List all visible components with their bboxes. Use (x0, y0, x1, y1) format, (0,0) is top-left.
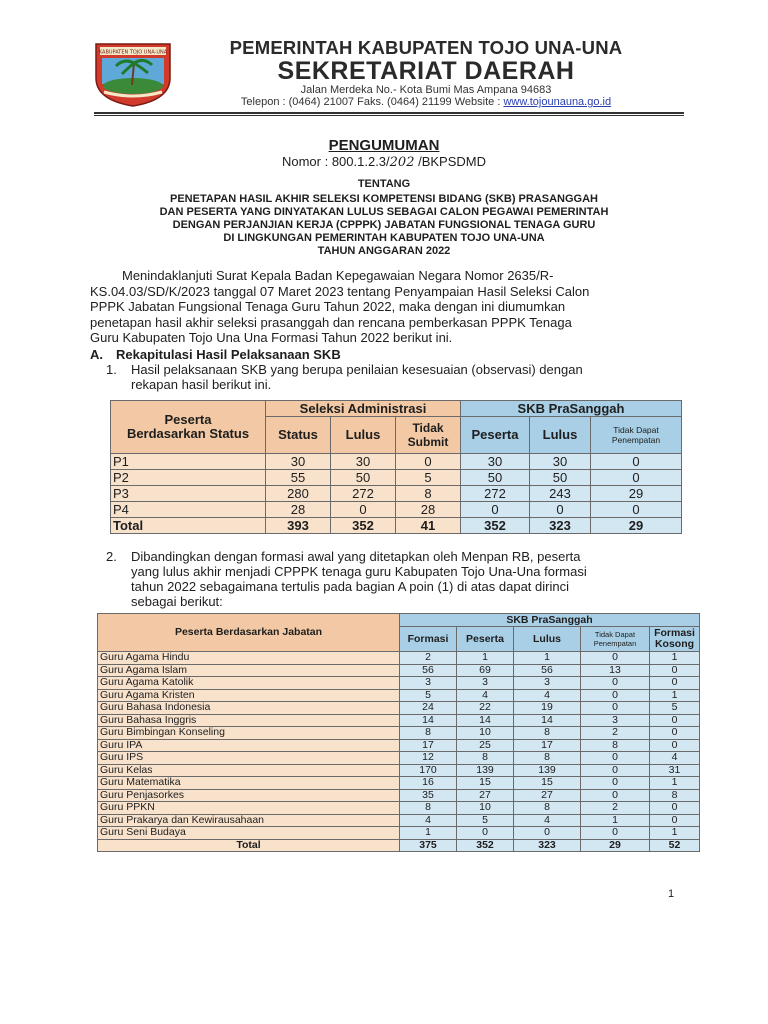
intro-line: KS.04.03/SD/K/2023 tanggal 07 Maret 2023 tentang Penyampaian Hasil Seleksi Calon (90, 283, 590, 299)
cell: 4 (650, 752, 700, 765)
col-tidak-dapat-penempatan: Tidak Dapat Penempatan (581, 627, 650, 652)
item2-line: yang lulus akhir menjadi CPPPK tenaga guru Kabupaten Tojo Una-Una formasi (131, 564, 587, 579)
item2-line: Dibandingkan dengan formasi awal yang ditetapkan oleh Menpan RB, peserta (131, 549, 581, 564)
cell: 50 (530, 470, 591, 486)
table-row (98, 777, 700, 790)
cell: 272 (461, 486, 530, 502)
cell: 8 (514, 752, 581, 765)
cell: 14 (514, 714, 581, 727)
row-label: Guru Bimbingan Konseling (98, 727, 400, 740)
cell: 52 (650, 839, 700, 852)
table-row (98, 789, 700, 802)
row-label: Guru Agama Hindu (98, 652, 400, 665)
header-skb-prasanggah: SKB PraSanggah (461, 401, 682, 417)
intro-line: Menindaklanjuti Surat Kepala Badan Kepegawaian Negara Nomor 2635/R- (122, 268, 554, 283)
section-a-marker: A. (90, 347, 103, 362)
letterhead-contact (176, 96, 676, 108)
row-label: Guru IPA (98, 739, 400, 752)
cell: 29 (591, 486, 682, 502)
total-label: Total (111, 518, 266, 534)
table-row (98, 739, 700, 752)
item1-text (131, 362, 583, 392)
row-label: Guru Agama Katolik (98, 677, 400, 690)
cell: 0 (650, 664, 700, 677)
cell: 69 (457, 664, 514, 677)
cell: 17 (514, 739, 581, 752)
cell: 29 (591, 518, 682, 534)
number-prefix: Nomor : 800.1.2.3/ (281, 154, 390, 169)
cell: 272 (331, 486, 396, 502)
cell: 8 (396, 486, 461, 502)
cell: 5 (400, 689, 457, 702)
table-row (98, 652, 700, 665)
cell: 0 (581, 677, 650, 690)
row-label: Guru Prakarya dan Kewirausahaan (98, 814, 400, 827)
cell: 2 (581, 727, 650, 740)
col-tidak-dapat-penempatan: Tidak Dapat Penempatan (591, 417, 682, 454)
row-label: Guru Agama Islam (98, 664, 400, 677)
row-label: Guru Matematika (98, 777, 400, 790)
cell: 17 (400, 739, 457, 752)
table-row (98, 677, 700, 690)
cell: 0 (650, 814, 700, 827)
cell: 1 (457, 652, 514, 665)
cell: 12 (400, 752, 457, 765)
position-detail-table (97, 613, 700, 852)
cell: 3 (514, 677, 581, 690)
letterhead-address: Jalan Merdeka No.- Kota Bumi Mas Ampana 94683 (300, 84, 552, 96)
item1-line: Hasil pelaksanaan SKB yang berupa penilaian kesesuaian (observasi) dengan (131, 362, 583, 377)
cell: 30 (461, 454, 530, 470)
cell: 3 (457, 677, 514, 690)
cell: 0 (581, 789, 650, 802)
cell: 0 (650, 727, 700, 740)
table-row (111, 502, 682, 518)
cell: 1 (650, 827, 700, 840)
cell: 0 (581, 764, 650, 777)
cell: 243 (530, 486, 591, 502)
table-row (98, 814, 700, 827)
col-lulus-skb: Lulus (530, 417, 591, 454)
cell: 30 (331, 454, 396, 470)
cell: 0 (581, 827, 650, 840)
cell: 1 (650, 777, 700, 790)
subject-line: TAHUN ANGGARAN 2022 (317, 245, 451, 257)
subject-line: DAN PESERTA YANG DINYATAKAN LULUS SEBAGAI CALON PEGAWAI PEMERINTAH (159, 206, 609, 218)
cell: 1 (650, 689, 700, 702)
number-handwritten: 202 (389, 155, 415, 170)
letterhead-rule-thin (94, 115, 684, 116)
cell: 14 (457, 714, 514, 727)
cell: 4 (514, 814, 581, 827)
cell: 375 (400, 839, 457, 852)
cell: 1 (514, 652, 581, 665)
cell: 24 (400, 702, 457, 715)
col-formasi-kosong: Formasi Kosong (650, 627, 700, 652)
cell: 352 (461, 518, 530, 534)
col-lulus: Lulus (331, 417, 396, 454)
cell: 4 (457, 689, 514, 702)
col-peserta: Peserta (457, 627, 514, 652)
cell: 29 (581, 839, 650, 852)
row-label: P1 (111, 454, 266, 470)
announcement-number (60, 154, 708, 170)
row-label: P2 (111, 470, 266, 486)
col-status: Status (266, 417, 331, 454)
cell: 13 (581, 664, 650, 677)
row-label: Guru Penjasorkes (98, 789, 400, 802)
cell: 323 (514, 839, 581, 852)
table-row (111, 470, 682, 486)
cell: 8 (400, 727, 457, 740)
cell: 25 (457, 739, 514, 752)
cell: 4 (514, 689, 581, 702)
item2-text (131, 549, 681, 609)
cell: 0 (650, 677, 700, 690)
subject-line: DENGAN PERJANJIAN KERJA (CPPPK) JABATAN FUNGSIONAL TENAGA GURU (172, 219, 596, 231)
header-peserta-jabatan: Peserta Berdasarkan Jabatan (98, 614, 400, 652)
header-peserta-status: Peserta Berdasarkan Status (111, 401, 266, 454)
cell: 30 (266, 454, 331, 470)
cell: 5 (457, 814, 514, 827)
cell: 2 (581, 802, 650, 815)
row-label: Guru PPKN (98, 802, 400, 815)
cell: 5 (396, 470, 461, 486)
cell: 16 (400, 777, 457, 790)
col-lulus: Lulus (514, 627, 581, 652)
intro-line: penetapan hasil akhir seleksi prasanggah dan rencana pemberkasan PPPK Tenaga (90, 314, 572, 330)
website-link[interactable]: www.tojounauna.go.id (503, 96, 612, 108)
cell: 0 (581, 689, 650, 702)
cell: 41 (396, 518, 461, 534)
cell: 15 (457, 777, 514, 790)
cell: 0 (650, 802, 700, 815)
cell: 0 (591, 502, 682, 518)
cell: 1 (650, 652, 700, 665)
table-row (111, 486, 682, 502)
table-row (98, 727, 700, 740)
regency-logo (92, 38, 174, 108)
table-row (98, 689, 700, 702)
logo-lettering: KABUPATEN TOJO UNA-UNA (98, 49, 168, 56)
cell: 30 (530, 454, 591, 470)
cell: 352 (331, 518, 396, 534)
row-label: P4 (111, 502, 266, 518)
cell: 55 (266, 470, 331, 486)
col-tidak-submit: Tidak Submit (396, 417, 461, 454)
cell: 0 (457, 827, 514, 840)
row-label: P3 (111, 486, 266, 502)
announcement-heading: PENGUMUMAN (328, 137, 440, 154)
cell: 22 (457, 702, 514, 715)
subject-line: PENETAPAN HASIL AKHIR SELEKSI KOMPETENSI BIDANG (SKB) PRASANGGAH (169, 193, 598, 205)
cell: 0 (530, 502, 591, 518)
header-skb-prasanggah: SKB PraSanggah (400, 614, 700, 627)
intro-paragraph (90, 268, 680, 346)
table-row (98, 827, 700, 840)
col-peserta: Peserta (461, 417, 530, 454)
cell: 8 (650, 789, 700, 802)
cell: 0 (581, 702, 650, 715)
cell: 50 (331, 470, 396, 486)
cell: 0 (591, 470, 682, 486)
cell: 8 (514, 727, 581, 740)
table-row (98, 702, 700, 715)
cell: 35 (400, 789, 457, 802)
cell: 0 (581, 777, 650, 790)
cell: 0 (514, 827, 581, 840)
cell: 139 (514, 764, 581, 777)
cell: 3 (400, 677, 457, 690)
cell: 0 (650, 739, 700, 752)
table-row (98, 664, 700, 677)
cell: 2 (400, 652, 457, 665)
row-label: Guru Seni Budaya (98, 827, 400, 840)
cell: 5 (650, 702, 700, 715)
row-label: Guru IPS (98, 752, 400, 765)
cell: 10 (457, 802, 514, 815)
status-summary-table (110, 400, 682, 534)
cell: 3 (581, 714, 650, 727)
cell: 19 (514, 702, 581, 715)
row-label: Guru Kelas (98, 764, 400, 777)
table-total-row (98, 839, 700, 852)
row-label: Guru Bahasa Inggris (98, 714, 400, 727)
total-label: Total (98, 839, 400, 852)
page-number: 1 (668, 888, 675, 900)
cell: 10 (457, 727, 514, 740)
letterhead-rule (94, 112, 684, 114)
table-row (98, 714, 700, 727)
cell: 8 (581, 739, 650, 752)
item1-line: rekapan hasil berikut ini. (131, 377, 272, 392)
cell: 15 (514, 777, 581, 790)
cell: 50 (461, 470, 530, 486)
subject-line: DI LINGKUNGAN PEMERINTAH KABUPATEN TOJO UNA-UNA (223, 232, 545, 244)
item2-line: tahun 2022 sebagaimana tertulis pada bagian A poin (1) di atas dapat dirinci (131, 579, 569, 594)
cell: 0 (396, 454, 461, 470)
cell: 27 (457, 789, 514, 802)
letterhead-secretariat: SEKRETARIAT DAERAH (277, 57, 575, 85)
table-row (98, 752, 700, 765)
cell: 28 (396, 502, 461, 518)
cell: 8 (400, 802, 457, 815)
cell: 1 (581, 814, 650, 827)
cell: 0 (331, 502, 396, 518)
cell: 8 (514, 802, 581, 815)
cell: 4 (400, 814, 457, 827)
cell: 0 (591, 454, 682, 470)
cell: 0 (581, 752, 650, 765)
table-total-row (111, 518, 682, 534)
cell: 170 (400, 764, 457, 777)
cell: 28 (266, 502, 331, 518)
table-row (98, 764, 700, 777)
intro-line: PPPK Jabatan Fungsional Tenaga Guru Tahun 2022, maka dengan ini diumumkan (90, 299, 566, 314)
cell: 280 (266, 486, 331, 502)
table-row (98, 802, 700, 815)
cell: 139 (457, 764, 514, 777)
cell: 14 (400, 714, 457, 727)
row-label: Guru Agama Kristen (98, 689, 400, 702)
cell: 56 (514, 664, 581, 677)
tentang-label: TENTANG (357, 178, 411, 190)
row-label: Guru Bahasa Indonesia (98, 702, 400, 715)
item2-line: sebagai berikut: (131, 594, 223, 609)
section-a-title: Rekapitulasi Hasil Pelaksanaan SKB (116, 347, 341, 362)
item1-number: 1. (106, 362, 117, 377)
cell: 393 (266, 518, 331, 534)
cell: 0 (650, 714, 700, 727)
header-seleksi-administrasi: Seleksi Administrasi (266, 401, 461, 417)
number-suffix: /BKPSDMD (414, 154, 486, 169)
cell: 8 (457, 752, 514, 765)
cell: 0 (461, 502, 530, 518)
cell: 31 (650, 764, 700, 777)
table-row (111, 454, 682, 470)
cell: 323 (530, 518, 591, 534)
intro-line: Guru Kabupaten Tojo Una Una Formasi Tahun 2022 berikut ini. (90, 330, 453, 345)
cell: 0 (581, 652, 650, 665)
cell: 352 (457, 839, 514, 852)
cell: 56 (400, 664, 457, 677)
cell: 1 (400, 827, 457, 840)
letterhead-government: PEMERINTAH KABUPATEN TOJO UNA-UNA (229, 37, 623, 58)
contact-text: Telepon : (0464) 21007 Faks. (0464) 21199 Website : (240, 96, 504, 108)
col-formasi: Formasi (400, 627, 457, 652)
cell: 27 (514, 789, 581, 802)
item2-number: 2. (106, 549, 117, 564)
